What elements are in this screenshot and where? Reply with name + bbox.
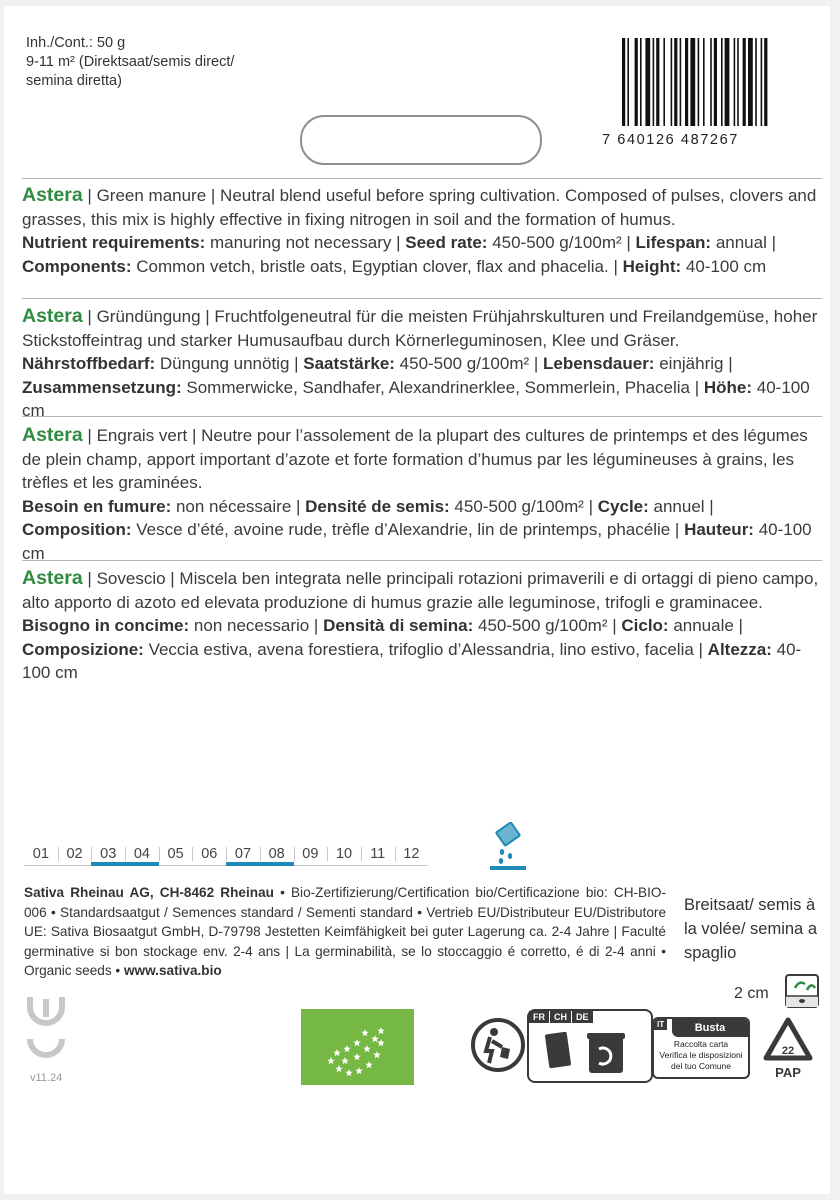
pap-number: 22 <box>781 1045 795 1057</box>
calendar-month: 07 <box>226 843 260 866</box>
variety-name: Astera <box>22 305 83 327</box>
calendar-month: 01 <box>24 843 58 866</box>
package-info <box>26 34 286 91</box>
sowing-depth-icon <box>785 974 819 1008</box>
eu-organic-logo-icon <box>301 1009 414 1085</box>
calendar-month: 06 <box>192 843 226 866</box>
intro-text: | Green manure | Neutral blend useful before spring cultivation. Composed of pulses, clovers and grasses, this mix is highly effective in fixing nitrogen in soil and the formation of humus. <box>22 186 817 229</box>
flag-fr: FR <box>529 1011 549 1023</box>
calendar-month: 12 <box>395 843 429 866</box>
packaging-mark-icon <box>24 993 70 1073</box>
company-name: Sativa Rheinau AG, CH-8462 Rheinau <box>24 885 274 900</box>
pap-label: PAP <box>775 1065 801 1080</box>
area-coverage-line2: semina diretta) <box>26 73 122 89</box>
description-en: Astera | Green manure | Neutral blend useful before spring cultivation. Composed of pulses, clovers and grasses, this mix is highly effective in fixing nitrogen in soil and the formation of humus. Nutrient requirements: manuring not necessary | Seed rate: 450-500 g/100m² | Lifespan: annual | Components: Common vetch, bristle oats, Egyptian clover, flax and phacelia. | Height: 40-100 cm <box>22 184 817 276</box>
flag-de: DE <box>572 1011 593 1023</box>
description-de: Astera | Gründüngung | Fruchtfolgeneutral für die meisten Frühjahrskulturen und Freilandgemüse, hoher Stickstoffeintrag und starker Humusaufbau durch Körnerleguminosen, Klee und Gräser. Nährstoffbedarf: Düngung unnötig | Saatstärke: 450-500 g/100m² | Lebensdauer: einjährig | Zusammensetzung: Sommerwicke, Sandhafer, Alexandrinerklee, Sommerlein, Phacelia | Höhe: 40-100 cm <box>22 305 818 420</box>
seed-sowing-icon <box>486 822 532 872</box>
calendar-month: 11 <box>361 843 395 866</box>
separator <box>22 178 822 179</box>
calendar-month: 08 <box>260 843 294 866</box>
intro-text: | Engrais vert | Neutre pour l’assolement de la plupart des cultures de printemps et des légumes de plein champ, apport important d’azote et forte formation d’humus par les légumineuses à grains, les trèfles et les graminées. <box>22 426 808 492</box>
area-coverage-line1: 9-11 m² (Direktsaat/semis direct/ <box>26 54 235 70</box>
sowing-method: Breitsaat/ semis à la volée/ semina a spaglio <box>684 896 817 962</box>
separator <box>22 298 822 299</box>
legal-text: Sativa Rheinau AG, CH-8462 Rheinau • Bio-Zertifizierung/Certification bio/Certificazione bio: CH-BIO-006 • Standardsaatgut / Semences standard / Sementi standard • Vertrieb EU/Distributeur EU/Distributore UE: Sativa Biosaatgut GmbH, D-79798 Jestetten Keimfähigkeit bei guter Lagerung ca. 2-4 Jahre | Faculté germinative si bon stockage env. 2-4 ans | La germinabilità, se lo stoccaggio é corretto, é di 2-4 anni • Organic seeds • www.sativa.bio <box>24 885 666 978</box>
calendar-month: 03 <box>91 843 125 866</box>
calendar-month: 05 <box>159 843 193 866</box>
description-fr: Astera | Engrais vert | Neutre pour l’assolement de la plupart des cultures de printemps et des légumes de plein champ, apport important d’azote et forte formation d’humus par les légumineuses à grains, les trèfles et les graminées. Besoin en fumure: non nécessaire | Densité de semis: 450-500 g/100m² | Cycle: annuel | Composition: Vesce d’été, avoine rude, trèfle d’Alexandrie, lin de printemps, phacélie | Hauteur: 40-100 cm <box>22 424 812 563</box>
sowing-depth: 2 cm <box>734 985 769 1002</box>
website: www.sativa.bio <box>123 963 222 978</box>
calendar-month: 02 <box>58 843 92 866</box>
barcode <box>602 38 816 150</box>
variety-name: Astera <box>22 424 83 446</box>
intro-text: | Sovescio | Miscela ben integrata nelle principali rotazioni primaverili e di ortaggi di pieno campo, alto apporto di azoto ed elevata produzione di humus grazie alle leguminose, trifogli e graminacee. <box>22 569 819 612</box>
variety-name: Astera <box>22 567 83 589</box>
description-it: Astera | Sovescio | Miscela ben integrata nelle principali rotazioni primaverili e di ortaggi di pieno campo, alto apporto di azoto ed elevata produzione di humus grazie alle leguminose, trifogli e graminacee. Bisogno in concime: non necessario | Densità di semina: 450-500 g/100m² | Ciclo: annuale | Composizione: Veccia estiva, avena forestiera, trifoglio d’Alessandria, lino estivo, facelia | Altezza: 40-100 cm <box>22 567 819 682</box>
sorting-pictogram <box>527 1009 653 1083</box>
calendar-month: 04 <box>125 843 159 866</box>
sowing-calendar <box>24 843 428 866</box>
recycling-person-icon <box>470 1017 526 1073</box>
pap-recycling-icon <box>758 1014 818 1084</box>
content-weight: Inh./Cont.: 50 g <box>26 35 126 51</box>
it-disposal-pictogram: IT Busta Raccolta carta Verifica le disposizioni del tuo Comune <box>652 1017 750 1079</box>
version-label: v11.24 <box>30 1072 63 1084</box>
calendar-month: 10 <box>327 843 361 866</box>
flag-ch: CH <box>550 1011 571 1023</box>
barcode-number: 7 640126 487267 <box>602 132 739 148</box>
intro-text: | Gründüngung | Fruchtfolgeneutral für die meisten Frühjahrskulturen und Freilandgemüse, hoher Stickstoffeintrag und starker Humusaufbau durch Körnerleguminosen, Klee und Gräser. <box>22 307 818 350</box>
calendar-month: 09 <box>294 843 328 866</box>
variety-name: Astera <box>22 184 83 206</box>
hang-hole <box>300 115 542 165</box>
